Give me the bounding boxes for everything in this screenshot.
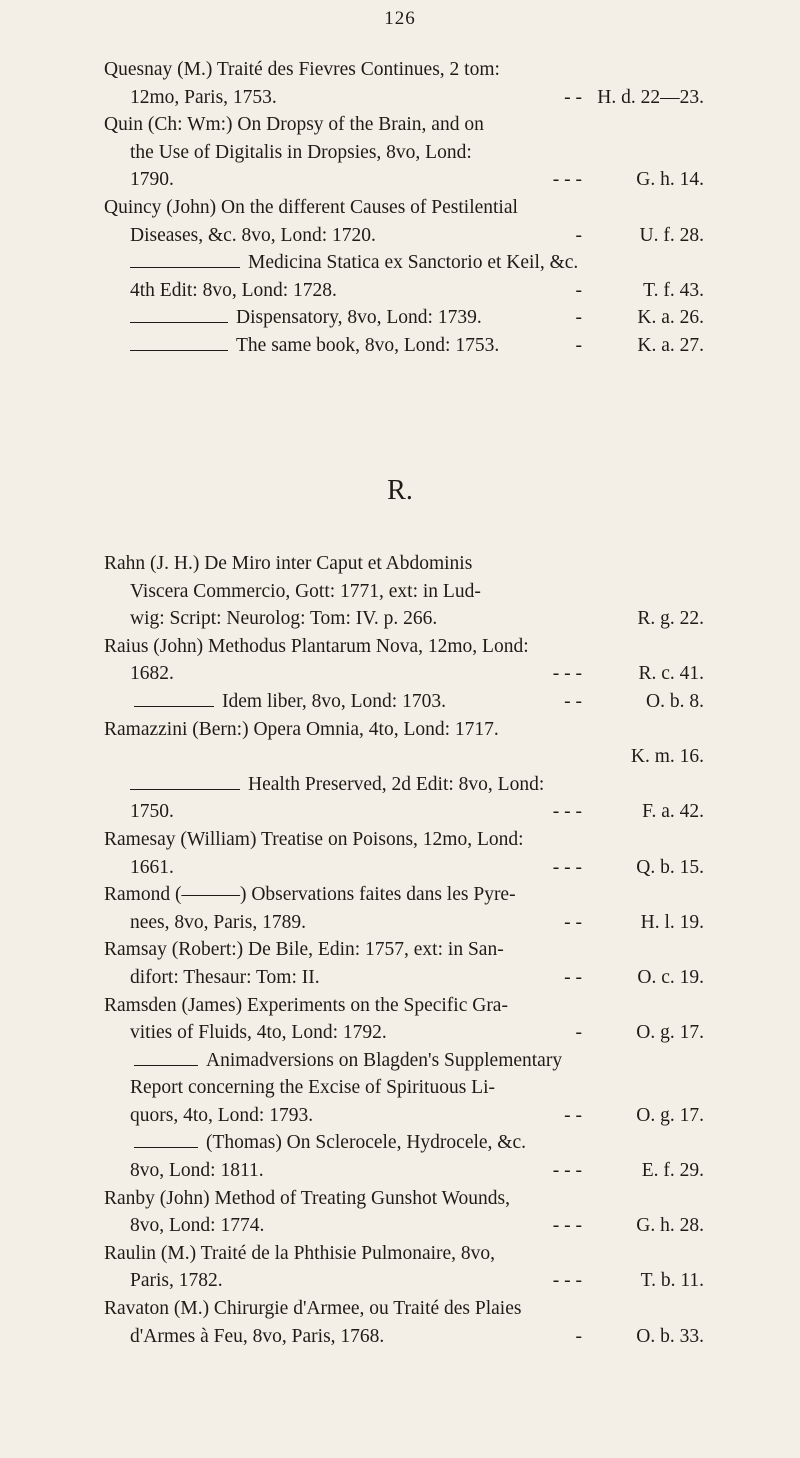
ditto-rule [134, 706, 214, 707]
ditto-rule [130, 789, 240, 790]
entry-text: 4th Edit: 8vo, Lond: 1728. [130, 279, 337, 301]
entry-line [104, 992, 704, 1020]
entry-line [104, 854, 704, 882]
entry-line [104, 798, 704, 826]
entry-text: difort: Thesaur: Tom: II. [130, 966, 320, 988]
entry-line [104, 249, 704, 277]
catalogue-entry [104, 249, 704, 304]
shelf-mark: O. b. 33. [636, 1325, 704, 1347]
entry-text: (Thomas) On Sclerocele, Hydrocele, &c. [206, 1132, 526, 1154]
entry-text: the Use of Digitalis in Dropsies, 8vo, Lond: [130, 141, 472, 163]
shelf-mark: R. g. 22. [637, 608, 704, 630]
leader-dashes: - - [564, 966, 582, 988]
entry-line [104, 1240, 704, 1268]
entry-text: Health Preserved, 2d Edit: 8vo, Lond: [248, 773, 545, 795]
leader-dashes: - [575, 334, 582, 356]
catalogue-entry [104, 332, 704, 360]
entry-text: 1750. [130, 801, 174, 823]
entry-text: Rahn (J. H.) De Miro inter Caput et Abdominis [104, 553, 473, 574]
catalogue-entry [104, 550, 704, 633]
leader-dashes: - [575, 1325, 582, 1347]
entry-line [104, 1102, 704, 1130]
leader-dashes: - [575, 279, 582, 301]
leader-dashes: - - [564, 1104, 582, 1126]
entry-line [104, 222, 704, 250]
entry-line [104, 826, 704, 854]
catalogue-entry [104, 633, 704, 688]
entry-text: Ranby (John) Method of Treating Gunshot Wounds, [104, 1187, 510, 1209]
catalogue-entry [104, 936, 704, 991]
leader-dashes: - [575, 307, 582, 329]
entry-line [104, 909, 704, 937]
entry-line [104, 1185, 704, 1213]
entry-text: Ramsden (James) Experiments on the Specific Gra- [104, 994, 508, 1016]
entry-text: 12mo, Paris, 1753. [130, 86, 277, 108]
entry-line [104, 1019, 704, 1047]
entry-text: Ramazzini (Bern:) Opera Omnia, 4to, Lond: 1717. [104, 718, 499, 740]
entry-line [104, 936, 704, 964]
entry-text: 8vo, Lond: 1811. [130, 1160, 264, 1182]
entry-text: Ramsay (Robert:) De Bile, Edin: 1757, ext: in San- [104, 939, 504, 961]
shelf-mark: H. d. 22—23. [597, 86, 704, 108]
entry-line [104, 743, 704, 771]
entry-text: wig: Script: Neurolog: Tom: IV. p. 266. [130, 608, 438, 630]
leader-dashes: - [575, 224, 582, 246]
entry-line [104, 1074, 704, 1102]
leader-dashes: - - - [552, 169, 582, 191]
entry-line [104, 660, 704, 688]
entry-line [104, 139, 704, 167]
entry-line [104, 550, 704, 578]
catalogue-entry [104, 716, 704, 771]
entry-text: Medicina Statica ex Sanctorio et Keil, &c. [248, 252, 579, 274]
shelf-mark: E. f. 29. [641, 1160, 704, 1182]
entry-text: 1682. [130, 663, 174, 685]
entry-text: Quincy (John) On the different Causes of Pestilential [104, 196, 518, 218]
shelf-mark: K. a. 26. [637, 307, 704, 329]
entry-text: quors, 4to, Lond: 1793. [130, 1104, 314, 1126]
entry-text: 8vo, Lond: 1774. [130, 1215, 265, 1237]
page-number: 126 [384, 8, 416, 29]
entry-text: Ramesay (William) Treatise on Poisons, 12mo, Lond: [104, 828, 524, 850]
entry-text: Viscera Commercio, Gott: 1771, ext: in Lud- [130, 580, 481, 602]
catalogue-entry [104, 304, 704, 332]
entry-text: Quesnay (M.) Traité des Fievres Continues, 2 tom: [104, 59, 500, 80]
ditto-rule [130, 267, 240, 268]
catalogue-entry [104, 1129, 704, 1184]
entries-q-section [104, 56, 704, 360]
catalogue-entry [104, 1240, 704, 1295]
shelf-mark: G. h. 14. [636, 169, 704, 191]
shelf-mark: O. g. 17. [636, 1022, 704, 1044]
entry-text: Ramond (———) Observations faites dans les Pyre- [104, 884, 516, 906]
entry-text: Report concerning the Excise of Spirituous Li- [130, 1077, 495, 1099]
leader-dashes: - - - [552, 1270, 582, 1292]
leader-dashes: - - [564, 690, 582, 712]
entry-text: 1790. [130, 169, 174, 191]
entry-line [104, 166, 704, 194]
entry-line [104, 304, 704, 332]
shelf-mark: U. f. 28. [639, 224, 704, 246]
leader-dashes: - - - [552, 1215, 582, 1237]
entry-line [104, 194, 704, 222]
leader-dashes: - - - [552, 1160, 582, 1182]
catalogue-entry [104, 1295, 704, 1350]
catalogue-entry [104, 771, 704, 826]
shelf-mark: H. l. 19. [640, 911, 704, 933]
catalogue-entry [104, 194, 704, 249]
entry-text: nees, 8vo, Paris, 1789. [130, 911, 307, 933]
entry-line [104, 332, 704, 360]
shelf-mark: G. h. 28. [636, 1215, 704, 1237]
shelf-mark: R. c. 41. [638, 663, 704, 685]
entry-line [104, 633, 704, 661]
ditto-rule [134, 1147, 198, 1148]
catalogue-entry [104, 1047, 704, 1130]
entry-line [104, 111, 704, 139]
catalogue-entry [104, 111, 704, 194]
shelf-mark: O. b. 8. [646, 690, 704, 712]
entry-line [104, 578, 704, 606]
entry-text: vities of Fluids, 4to, Lond: 1792. [130, 1022, 387, 1044]
shelf-mark: K. m. 16. [630, 746, 704, 768]
ditto-rule [130, 322, 228, 323]
entry-line [104, 1129, 704, 1157]
leader-dashes: - - - [552, 663, 582, 685]
entry-text: Raius (John) Methodus Plantarum Nova, 12mo, Lond: [104, 635, 529, 657]
entry-line [104, 771, 704, 799]
entry-text: d'Armes à Feu, 8vo, Paris, 1768. [130, 1325, 385, 1347]
leader-dashes: - - - [552, 801, 582, 823]
entry-line [104, 688, 704, 716]
shelf-mark: O. g. 17. [636, 1104, 704, 1126]
ditto-rule [134, 1065, 198, 1066]
entry-line [104, 716, 704, 744]
entry-line [104, 56, 704, 84]
catalogue-entry [104, 688, 704, 716]
entry-text: Ravaton (M.) Chirurgie d'Armee, ou Traité des Plaies [104, 1298, 522, 1320]
shelf-mark: T. b. 11. [640, 1270, 704, 1292]
section-letter-heading: R. [387, 475, 413, 506]
catalogue-entry [104, 881, 704, 936]
shelf-mark: F. a. 42. [642, 801, 704, 823]
entry-text: Paris, 1782. [130, 1270, 223, 1292]
leader-dashes: - - [564, 911, 582, 933]
entry-line [104, 277, 704, 305]
catalogue-entry [104, 1185, 704, 1240]
entry-text: The same book, 8vo, Lond: 1753. [236, 334, 500, 356]
leader-dashes: - [575, 1022, 582, 1044]
shelf-mark: O. c. 19. [637, 966, 704, 988]
entry-text: 1661. [130, 856, 174, 878]
entry-line [104, 1212, 704, 1240]
entry-line [104, 1323, 704, 1351]
entry-line [104, 1047, 704, 1075]
entry-text: Raulin (M.) Traité de la Phthisie Pulmonaire, 8vo, [104, 1242, 496, 1264]
entry-text: Animadversions on Blagden's Supplementary [206, 1049, 563, 1071]
catalogue-entry [104, 992, 704, 1047]
entry-line [104, 84, 704, 112]
entry-line [104, 964, 704, 992]
shelf-mark: Q. b. 15. [636, 856, 704, 878]
shelf-mark: T. f. 43. [643, 279, 704, 301]
entry-line [104, 1157, 704, 1185]
ditto-rule [130, 350, 228, 351]
entry-text: Idem liber, 8vo, Lond: 1703. [222, 690, 446, 712]
entry-line [104, 1267, 704, 1295]
entry-line [104, 605, 704, 633]
leader-dashes: - - [564, 86, 582, 108]
entry-line [104, 1295, 704, 1323]
shelf-mark: K. a. 27. [637, 334, 704, 356]
entry-line [104, 881, 704, 909]
leader-dashes: - - - [552, 856, 582, 878]
entry-text: Dispensatory, 8vo, Lond: 1739. [236, 307, 482, 329]
catalogue-entry [104, 56, 704, 111]
entry-text: Diseases, &c. 8vo, Lond: 1720. [130, 224, 376, 246]
entry-text: Quin (Ch: Wm:) On Dropsy of the Brain, and on [104, 114, 484, 136]
entries-r-section [104, 550, 704, 1350]
catalogue-entry [104, 826, 704, 881]
